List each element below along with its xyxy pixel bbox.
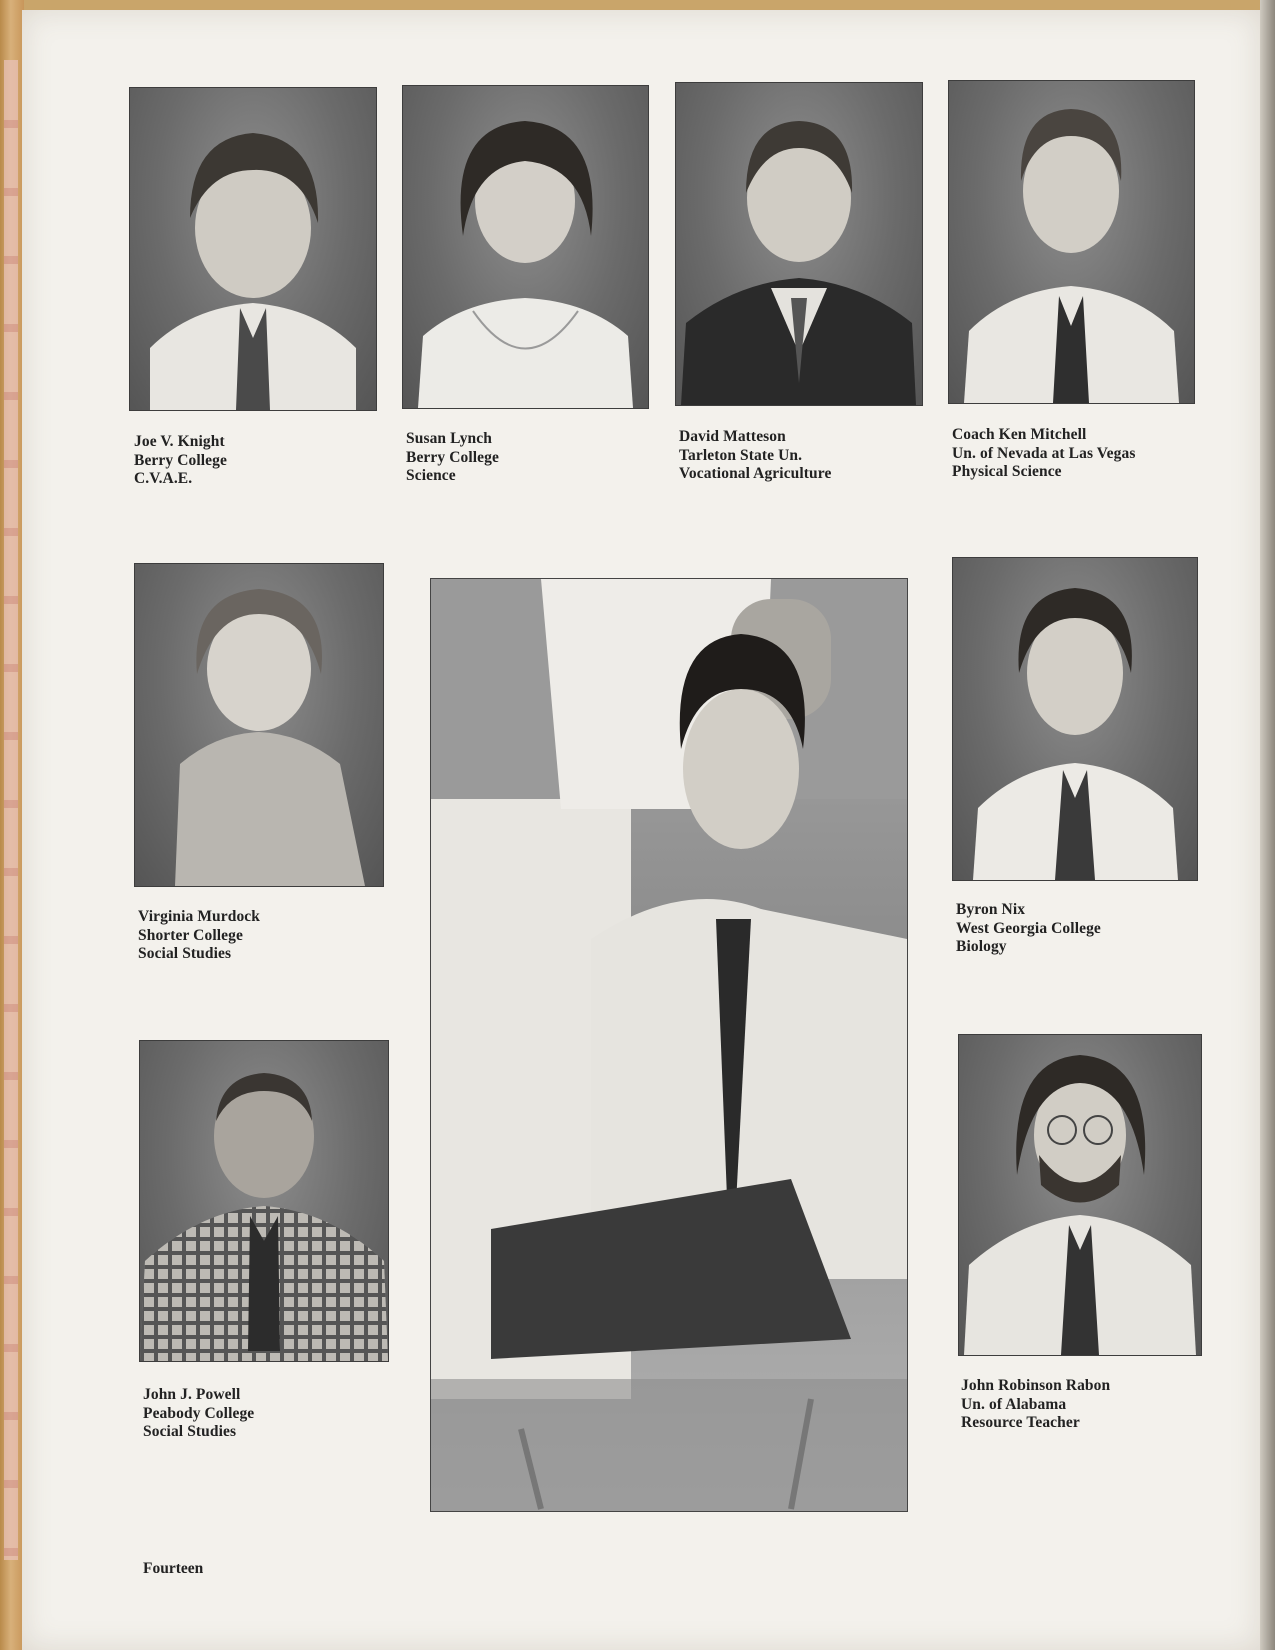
portrait-photo-virginia-murdock <box>134 563 384 887</box>
portrait-school: Un. of Alabama <box>961 1395 1067 1413</box>
portrait-photo-john-powell <box>139 1040 389 1362</box>
portrait-name: John Robinson Rabon <box>961 1377 1111 1394</box>
portrait-photo-john-rabon <box>958 1034 1202 1356</box>
page-folio: Fourteen <box>143 1560 204 1577</box>
book-binding-left <box>0 0 24 1650</box>
portrait-photo-susan-lynch <box>402 85 649 409</box>
candid-photo-seated-man <box>430 578 908 1512</box>
portrait-school: West Georgia College <box>956 919 1101 937</box>
portrait-subject: C.V.A.E. <box>134 470 193 487</box>
portrait-subject: Social Studies <box>143 1423 237 1440</box>
portrait-name: Joe V. Knight <box>134 433 225 450</box>
caption-david-matteson <box>679 428 831 484</box>
caption-susan-lynch <box>406 430 499 486</box>
portrait-school: Berry College <box>134 451 227 469</box>
portrait-subject: Resource Teacher <box>961 1414 1080 1431</box>
portrait-school: Berry College <box>406 448 499 466</box>
portrait-name: Virginia Murdock <box>138 908 261 925</box>
caption-byron-nix <box>956 901 1101 957</box>
caption-joe-knight <box>134 433 227 489</box>
portrait-name: David Matteson <box>679 428 786 445</box>
book-edge-right <box>1260 0 1275 1650</box>
portrait-name: Susan Lynch <box>406 430 492 447</box>
caption-john-rabon <box>961 1377 1110 1433</box>
portrait-school: Peabody College <box>143 1404 255 1422</box>
portrait-photo-ken-mitchell <box>948 80 1195 404</box>
portrait-school: Shorter College <box>138 926 243 944</box>
portrait-name: Byron Nix <box>956 901 1026 918</box>
caption-ken-mitchell <box>952 426 1135 482</box>
binding-stripe <box>4 60 18 1560</box>
portrait-photo-byron-nix <box>952 557 1198 881</box>
portrait-subject: Social Studies <box>138 945 232 962</box>
portrait-subject: Physical Science <box>952 463 1062 480</box>
portrait-subject: Science <box>406 467 456 484</box>
portrait-school: Tarleton State Un. <box>679 446 803 464</box>
caption-john-powell <box>143 1386 254 1442</box>
portrait-subject: Biology <box>956 938 1007 955</box>
portrait-name: John J. Powell <box>143 1386 241 1403</box>
portrait-photo-david-matteson <box>675 82 923 406</box>
portrait-photo-joe-knight <box>129 87 377 411</box>
portrait-school: Un. of Nevada at Las Vegas <box>952 444 1136 462</box>
portrait-name: Coach Ken Mitchell <box>952 426 1087 443</box>
caption-virginia-murdock <box>138 908 260 964</box>
portrait-subject: Vocational Agriculture <box>679 465 832 482</box>
